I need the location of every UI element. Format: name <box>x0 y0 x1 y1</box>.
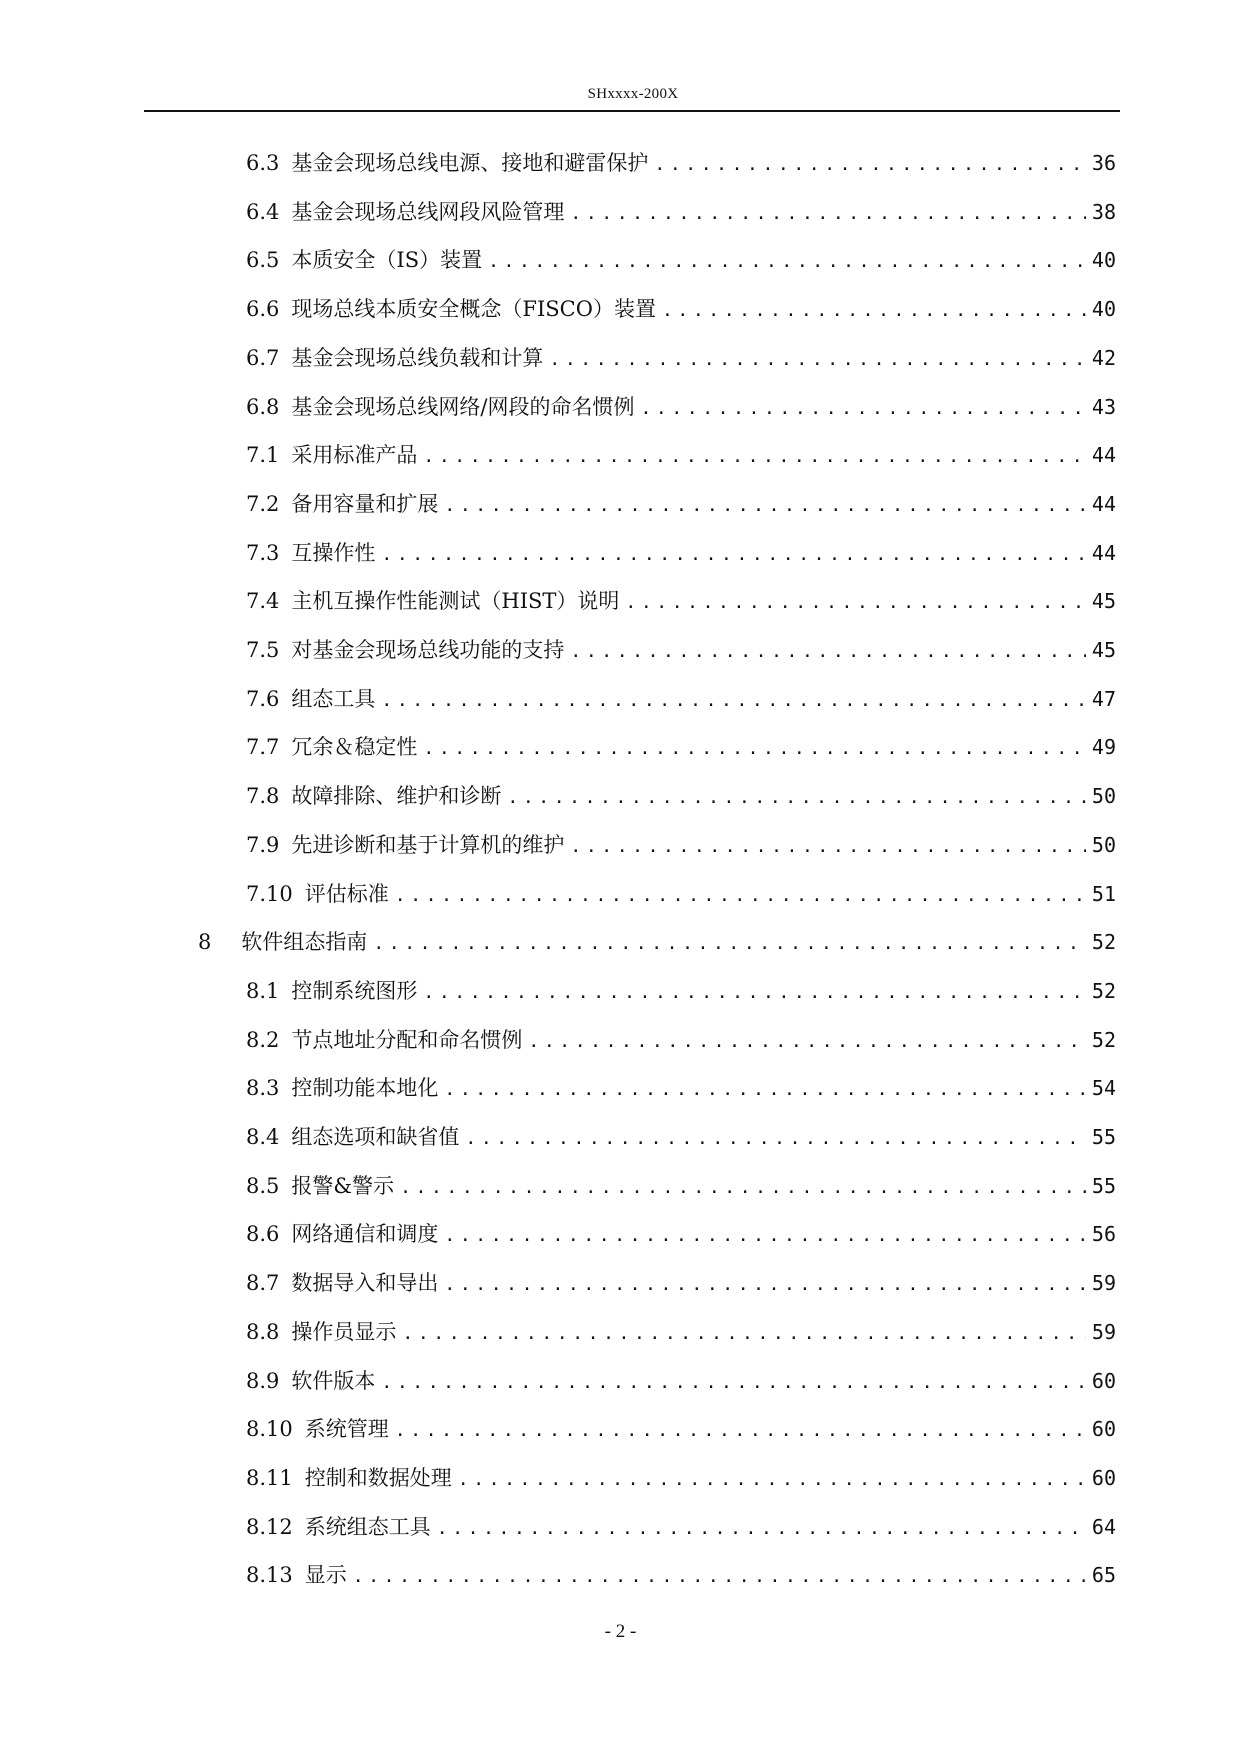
toc-entry-number: 6.6 <box>246 297 280 321</box>
toc-entry-page-number: 38 <box>1091 200 1116 224</box>
toc-entry-title: 基金会现场总线负载和计算 <box>291 346 544 370</box>
toc-entry[interactable] <box>246 197 1116 227</box>
toc-entry[interactable] <box>246 1366 1116 1396</box>
toc-entry[interactable] <box>246 1219 1116 1249</box>
toc-entry-title: 显示 <box>304 1563 347 1587</box>
toc-entry-number: 8.11 <box>246 1466 293 1490</box>
toc-entry-title: 组态工具 <box>291 687 376 711</box>
toc-entry[interactable] <box>246 1268 1116 1298</box>
toc-entry-number: 6.7 <box>246 346 280 370</box>
toc-dot-leader <box>437 1514 1086 1544</box>
toc-entry-number: 8.7 <box>246 1271 280 1295</box>
toc-entry-title: 对基金会现场总线功能的支持 <box>291 638 565 662</box>
toc-dot-leader <box>444 1221 1086 1251</box>
toc-entry-number: 8.6 <box>246 1222 280 1246</box>
toc-entry[interactable] <box>246 343 1116 373</box>
page-number-footer: - 2 - <box>604 1621 637 1642</box>
toc-dot-leader <box>570 637 1086 667</box>
toc-entry-title: 现场总线本质安全概念（FISCO）装置 <box>291 297 656 321</box>
toc-entry[interactable] <box>246 684 1116 714</box>
toc-dot-leader <box>373 929 1086 959</box>
toc-dot-leader <box>654 150 1086 180</box>
toc-entry-number: 7.6 <box>246 687 280 711</box>
toc-entry-page-number: 56 <box>1091 1222 1116 1246</box>
toc-entry-title: 报警&警示 <box>291 1174 395 1198</box>
toc-entry[interactable] <box>246 830 1116 860</box>
toc-entry-number: 8.10 <box>246 1417 293 1441</box>
toc-dot-leader <box>488 247 1086 277</box>
toc-dot-leader <box>353 1562 1086 1592</box>
toc-entry[interactable] <box>246 781 1116 811</box>
toc-entry-number: 8.12 <box>246 1515 293 1539</box>
document-code-header: SHxxxx-200X <box>587 86 679 102</box>
toc-entry[interactable] <box>246 732 1116 762</box>
toc-entry-number: 6.3 <box>246 151 280 175</box>
toc-dot-leader <box>423 734 1086 764</box>
toc-entry-number: 7.2 <box>246 492 280 516</box>
toc-entry-page-number: 52 <box>1091 979 1116 1003</box>
toc-entry-page-number: 55 <box>1091 1174 1116 1198</box>
toc-entry-page-number: 43 <box>1091 395 1116 419</box>
toc-entry-title: 备用容量和扩展 <box>291 492 439 516</box>
toc-entry-number: 8.1 <box>246 979 280 1003</box>
toc-dot-leader <box>444 1075 1086 1105</box>
toc-entry-title: 基金会现场总线网段风险管理 <box>291 200 565 224</box>
toc-entry-title: 故障排除、维护和诊断 <box>291 784 502 808</box>
toc-entry-page-number: 44 <box>1091 492 1116 516</box>
toc-entry-page-number: 60 <box>1091 1466 1116 1490</box>
toc-entry-page-number: 50 <box>1091 784 1116 808</box>
toc-entry-title: 冗余＆稳定性 <box>291 735 418 759</box>
toc-entry-page-number: 59 <box>1091 1320 1116 1344</box>
toc-entry-number: 6.5 <box>246 248 280 272</box>
toc-entry-title: 系统管理 <box>304 1417 389 1441</box>
toc-entry-page-number: 40 <box>1091 248 1116 272</box>
toc-entry[interactable] <box>246 294 1116 324</box>
toc-dot-leader <box>662 296 1086 326</box>
toc-entry-title: 先进诊断和基于计算机的维护 <box>291 833 565 857</box>
toc-entry-page-number: 60 <box>1091 1369 1116 1393</box>
toc-entry[interactable] <box>246 1414 1116 1444</box>
toc-dot-leader <box>423 978 1086 1008</box>
toc-entry-page-number: 60 <box>1091 1417 1116 1441</box>
toc-entry[interactable] <box>246 1317 1116 1347</box>
toc-entry-title: 组态选项和缺省值 <box>291 1125 460 1149</box>
toc-entry-title: 互操作性 <box>291 541 376 565</box>
toc-dot-leader <box>402 1319 1086 1349</box>
toc-entry-number: 7.3 <box>246 541 280 565</box>
toc-entry[interactable] <box>246 392 1116 422</box>
toc-entry-title: 控制和数据处理 <box>304 1466 452 1490</box>
header-rule <box>144 110 1120 112</box>
toc-entry[interactable] <box>246 245 1116 275</box>
toc-dot-leader <box>528 1027 1086 1057</box>
toc-dot-leader <box>570 199 1086 229</box>
toc-dot-leader <box>549 345 1086 375</box>
toc-entry-page-number: 51 <box>1091 882 1116 906</box>
toc-entry[interactable] <box>246 489 1116 519</box>
toc-entry-page-number: 44 <box>1091 443 1116 467</box>
toc-entry-number: 6.8 <box>246 395 280 419</box>
toc-entry-title: 软件版本 <box>291 1369 376 1393</box>
toc-entry-page-number: 44 <box>1091 541 1116 565</box>
toc-dot-leader <box>640 394 1085 424</box>
toc-entry[interactable] <box>246 538 1116 568</box>
toc-entry-title: 网络通信和调度 <box>291 1222 439 1246</box>
toc-entry-number: 8.8 <box>246 1320 280 1344</box>
toc-entry-number: 8.13 <box>246 1563 293 1587</box>
toc-entry[interactable] <box>246 1512 1116 1542</box>
toc-entry-number: 7.5 <box>246 638 280 662</box>
toc-entry-page-number: 40 <box>1091 297 1116 321</box>
toc-dot-leader <box>444 491 1086 521</box>
toc-entry-title: 基金会现场总线电源、接地和避雷保护 <box>291 151 649 175</box>
toc-dot-leader <box>395 1416 1086 1446</box>
toc-entry-number: 7.1 <box>246 443 280 467</box>
toc-entry-page-number: 50 <box>1091 833 1116 857</box>
toc-dot-leader <box>395 881 1086 911</box>
toc-entry-number: 8.2 <box>246 1028 280 1052</box>
toc-entry-page-number: 36 <box>1091 151 1116 175</box>
toc-entry[interactable] <box>246 148 1116 178</box>
toc-entry[interactable] <box>246 1463 1116 1493</box>
toc-entry[interactable] <box>246 1171 1116 1201</box>
toc-entry-title: 基金会现场总线网络/网段的命名惯例 <box>291 395 635 419</box>
toc-entry-number: 8.5 <box>246 1174 280 1198</box>
toc-entry[interactable] <box>246 1073 1116 1103</box>
toc-dot-leader <box>570 832 1086 862</box>
toc-entry-number: 6.4 <box>246 200 280 224</box>
toc-dot-leader <box>444 1270 1086 1300</box>
toc-entry-number: 7.9 <box>246 833 280 857</box>
toc-entry-page-number: 45 <box>1091 589 1116 613</box>
toc-entry-page-number: 65 <box>1091 1563 1116 1587</box>
toc-entry-title: 评估标准 <box>304 882 389 906</box>
toc-entry-page-number: 47 <box>1091 687 1116 711</box>
toc-entry-number: 8.9 <box>246 1369 280 1393</box>
toc-dot-leader <box>381 1368 1086 1398</box>
toc-entry[interactable] <box>246 635 1116 665</box>
toc-entry-page-number: 54 <box>1091 1076 1116 1100</box>
toc-entry-number: 8.4 <box>246 1125 280 1149</box>
toc-entry-page-number: 45 <box>1091 638 1116 662</box>
toc-entry[interactable] <box>246 1122 1116 1152</box>
toc-entry-page-number: 42 <box>1091 346 1116 370</box>
toc-entry-title: 操作员显示 <box>291 1320 397 1344</box>
toc-entry-title: 控制功能本地化 <box>291 1076 439 1100</box>
toc-entry-title: 本质安全（IS）装置 <box>291 248 483 272</box>
toc-entry-title: 系统组态工具 <box>304 1515 431 1539</box>
toc-entry-number: 8 <box>198 930 212 954</box>
toc-entry-title: 采用标准产品 <box>291 443 418 467</box>
toc-entry-title: 主机互操作性能测试（HIST）说明 <box>291 589 620 613</box>
toc-entry-title: 数据导入和导出 <box>291 1271 439 1295</box>
toc-entry[interactable] <box>246 1025 1116 1055</box>
toc-entry-page-number: 52 <box>1091 930 1116 954</box>
toc-dot-leader <box>381 540 1086 570</box>
toc-entry-title: 节点地址分配和命名惯例 <box>291 1028 523 1052</box>
toc-dot-leader <box>423 442 1086 472</box>
toc-entry[interactable] <box>246 440 1116 470</box>
toc-entry-number: 8.3 <box>246 1076 280 1100</box>
toc-entry-number: 7.4 <box>246 589 280 613</box>
toc-entry[interactable] <box>198 927 1116 957</box>
toc-dot-leader <box>465 1124 1086 1154</box>
toc-dot-leader <box>400 1173 1086 1203</box>
toc-dot-leader <box>458 1465 1086 1495</box>
toc-entry-page-number: 49 <box>1091 735 1116 759</box>
toc-dot-leader <box>381 686 1086 716</box>
toc-entry-page-number: 64 <box>1091 1515 1116 1539</box>
toc-entry-page-number: 52 <box>1091 1028 1116 1052</box>
toc-entry-number: 7.10 <box>246 882 293 906</box>
toc-entry-title: 软件组态指南 <box>241 930 368 954</box>
toc-dot-leader <box>507 783 1086 813</box>
toc-entry-page-number: 59 <box>1091 1271 1116 1295</box>
toc-entry[interactable] <box>246 879 1116 909</box>
toc-entry[interactable] <box>246 976 1116 1006</box>
toc-entry[interactable] <box>246 586 1116 616</box>
toc-entry-number: 7.8 <box>246 784 280 808</box>
toc-entry[interactable] <box>246 1560 1116 1590</box>
toc-entry-number: 7.7 <box>246 735 280 759</box>
toc-entry-title: 控制系统图形 <box>291 979 418 1003</box>
toc-dot-leader <box>625 588 1085 618</box>
toc-entry-page-number: 55 <box>1091 1125 1116 1149</box>
